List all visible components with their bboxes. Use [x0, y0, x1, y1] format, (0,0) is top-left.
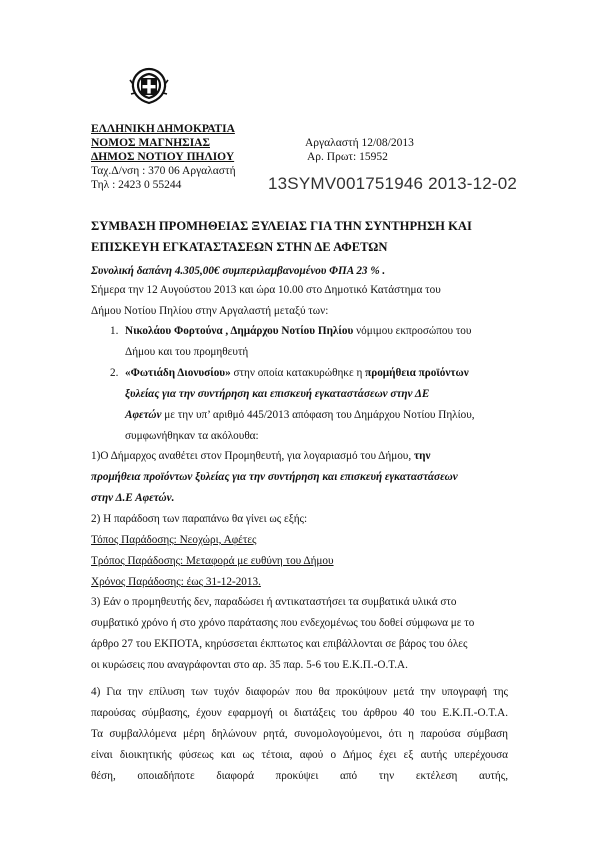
- art2-line1: 2) Η παράδοση των παραπάνω θα γίνει ως εξής:: [91, 513, 308, 525]
- art3-line2: συμβατικό χρόνο ή στο χρόνο παράτασης που ενδεχομένως του δοθεί σύμφωνα με το: [91, 617, 475, 629]
- art3-line3: άρθρο 27 του ΕΚΠΟΤΑ, κηρύσσεται έκπτωτος και επιβάλλονται σε βάρος του όλες: [91, 638, 468, 650]
- party1-line2: Δήμου και του προμηθευτή: [125, 346, 249, 358]
- art4-line4: είναι διοικητικής φύσεως και ως τέτοια, αφού ο Δήμος έχει εξ αυτής υπερέχουσα: [91, 749, 508, 761]
- party2-text: στην οποία κατακυρώθηκε η: [230, 367, 366, 379]
- art4-line5: θέση, οποιαδήποτε διαφορά προκύψει από την εκτέλεση αυτής,: [91, 770, 508, 782]
- art4-line3: Τα συμβαλλόμενα μέρη δηλώνουν ρητά, συνομολογούμενοι, ότι η παρούσα σύμβαση: [91, 728, 508, 740]
- party2-line4: συμφωνήθηκαν τα ακόλουθα:: [125, 430, 259, 442]
- party2-line1: [125, 367, 469, 380]
- contract-title-line2: ΕΠΙΣΚΕΥΗ ΕΓΚΑΤΑΣΤΑΣΕΩΝ ΣΤΗΝ ΔΕ ΑΦΕΤΩΝ: [91, 240, 388, 254]
- art1-text: 1)Ο Δήμαρχος αναθέτει στον Προμηθευτή, για λογαριασμό του Δήμου,: [91, 450, 414, 462]
- party2-line2: ξυλείας για την συντήρηση και επισκευή εγκαταστάσεων στην ΔΕ: [125, 388, 430, 400]
- contract-title-line1: ΣΥΜΒΑΣΗ ΠΡΟΜΗΘΕΙΑΣ ΞΥΛΕΙΑΣ ΓΙΑ ΤΗΝ ΣΥΝΤΗΡΗΣΗ ΚΑΙ: [91, 219, 472, 233]
- phone-line: Τηλ : 2423 0 55244: [91, 179, 182, 191]
- art4-line2: παρούσας σύμβασης, έχουν εφαρμογή οι διατάξεις του άρθρου 40 του Ε.Κ.Π.-Ο.Τ.Α.: [91, 707, 508, 719]
- art1-line3: στην Δ.Ε Αφετών.: [91, 492, 175, 504]
- party1-line1: [125, 325, 471, 338]
- art3-line4: οι κυρώσεις που αναγράφονται στο αρ. 35 παρ. 5-6 του Ε.Κ.Π.-Ο.Τ.Α.: [91, 659, 408, 671]
- address-line: Ταχ.Δ/νση : 370 06 Αργαλαστή: [91, 165, 236, 177]
- delivery-time: Χρόνος Παράδοσης: έως 31-12-2013.: [91, 576, 261, 588]
- total-cost: Συνολική δαπάνη 4.305,00€ συμπεριλαμβανομένου ΦΠΑ 23 % .: [91, 265, 386, 277]
- party2-line3: [125, 409, 475, 422]
- protocol-number: Αρ. Πρωτ: 15952: [307, 151, 388, 163]
- art1-bold: την: [413, 450, 431, 462]
- art4-line1: 4) Για την επίλυση των τυχόν διαφορών που θα προκύψουν μετά την υπογραφή της: [91, 686, 508, 698]
- art1-line1: [91, 450, 430, 463]
- party1-number: 1.: [110, 325, 119, 337]
- party2-subject: προμήθεια προϊόντων: [365, 367, 469, 379]
- party2-number: 2.: [110, 367, 119, 379]
- party2-decision: με την υπ’ αριθμό 445/2013 απόφαση του Δημάρχου Νοτίου Πηλίου,: [161, 409, 475, 421]
- greek-emblem-icon: [129, 66, 169, 106]
- party1-name: Νικολάου Φορτούνα , Δημάρχου Νοτίου Πηλίου: [125, 325, 354, 337]
- republic-heading: ΕΛΛΗΝΙΚΗ ΔΗΜΟΚΡΑΤΙΑ: [91, 123, 235, 135]
- place-date: Αργαλαστή 12/08/2013: [305, 137, 414, 149]
- party1-role: νόμιμου εκπροσώπου του: [353, 325, 472, 337]
- art3-line1: 3) Εάν ο προμηθευτής δεν, παραδώσει ή αντικαταστήσει τα συμβατικά υλικά στο: [91, 596, 457, 608]
- party2-name: «Φωτιάδη Διονυσίου»: [125, 367, 231, 379]
- intro-line1: Σήμερα την 12 Αυγούστου 2013 και ώρα 10.00 στο Δημοτικό Κατάστημα του: [91, 284, 441, 296]
- art1-line2: προμήθεια προϊόντων ξυλείας για την συντήρηση και επισκευή εγκαταστάσεων: [91, 471, 458, 483]
- delivery-place: Τόπος Παράδοσης: Νεοχώρι, Αφέτες: [91, 534, 257, 546]
- ada-stamp: 13SYMV001751946 2013-12-02: [268, 174, 518, 193]
- delivery-mode: Τρόπος Παράδοσης: Μεταφορά με ευθύνη του Δήμου: [91, 555, 334, 567]
- intro-line2: Δήμου Νοτίου Πηλίου στην Αργαλαστή μεταξύ των:: [91, 305, 329, 317]
- municipality-heading: ΔΗΜΟΣ ΝΟΤΙΟΥ ΠΗΛΙΟΥ: [91, 151, 235, 163]
- prefecture-heading: ΝΟΜΟΣ ΜΑΓΝΗΣΙΑΣ: [91, 137, 210, 149]
- party2-afetes: Αφετών: [125, 409, 162, 421]
